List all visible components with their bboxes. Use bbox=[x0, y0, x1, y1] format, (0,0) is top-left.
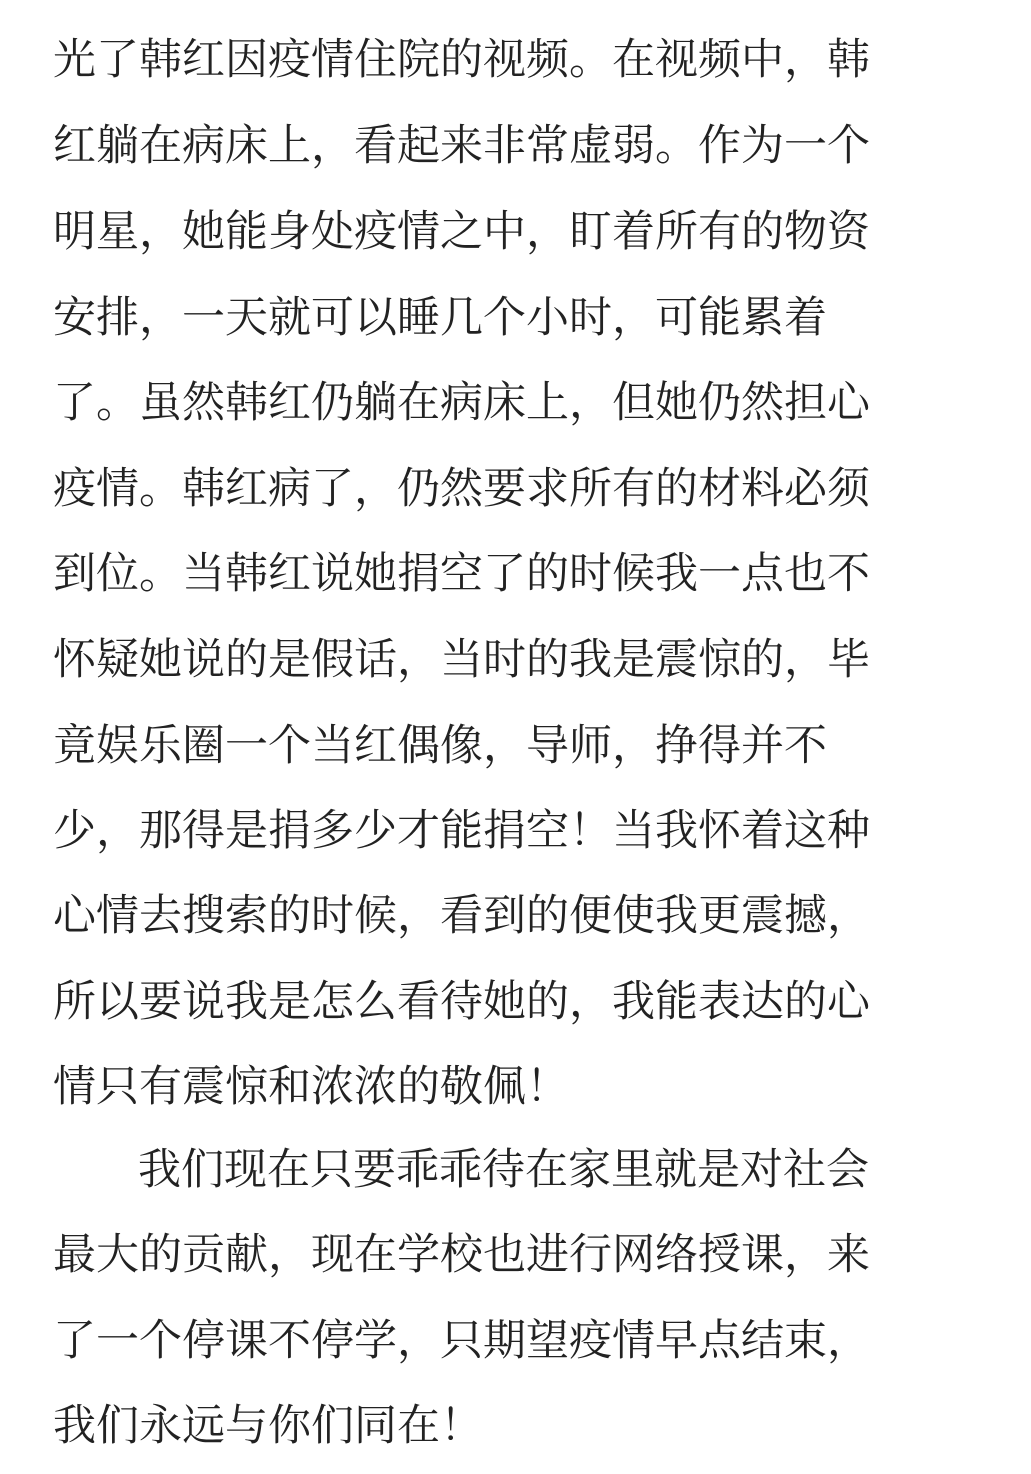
text-line-16: 了一个停课不停学，只期望疫情早点结束， bbox=[53, 1316, 870, 1366]
text-line-8: 怀疑她说的是假话，当时的我是震惊的，毕 bbox=[53, 635, 870, 685]
text-line-15: 最大的贡献，现在学校也进行网络授课，来 bbox=[53, 1230, 870, 1280]
text-line-6: 疫情。韩红病了，仍然要求所有的材料必须 bbox=[53, 464, 870, 514]
text-line-11: 心情去搜索的时候，看到的便使我更震撼， bbox=[53, 891, 870, 941]
text-line-2: 红躺在病床上，看起来非常虚弱。作为一个 bbox=[53, 121, 870, 171]
text-line-7: 到位。当韩红说她捐空了的时候我一点也不 bbox=[53, 549, 870, 599]
text-line-1: 光了韩红因疫情住院的视频。在视频中，韩 bbox=[53, 35, 870, 85]
text-line-5: 了。虽然韩红仍躺在病床上，但她仍然担心 bbox=[53, 378, 870, 428]
text-line-9: 竟娱乐圈一个当红偶像，导师，挣得并不 bbox=[53, 721, 827, 771]
paragraph-2-first-line: 我们现在只要乖乖待在家里就是对社会 bbox=[138, 1145, 869, 1195]
text-line-17: 我们永远与你们同在！ bbox=[53, 1401, 483, 1451]
text-line-4: 安排，一天就可以睡几个小时，可能累着 bbox=[53, 293, 827, 343]
text-line-13: 情只有震惊和浓浓的敬佩！ bbox=[53, 1062, 569, 1112]
text-line-3: 明星，她能身处疫情之中，盯着所有的物资 bbox=[53, 207, 870, 257]
text-line-12: 所以要说我是怎么看待她的，我能表达的心 bbox=[53, 977, 870, 1027]
text-line-10: 少，那得是捐多少才能捐空！当我怀着这种 bbox=[53, 806, 870, 856]
